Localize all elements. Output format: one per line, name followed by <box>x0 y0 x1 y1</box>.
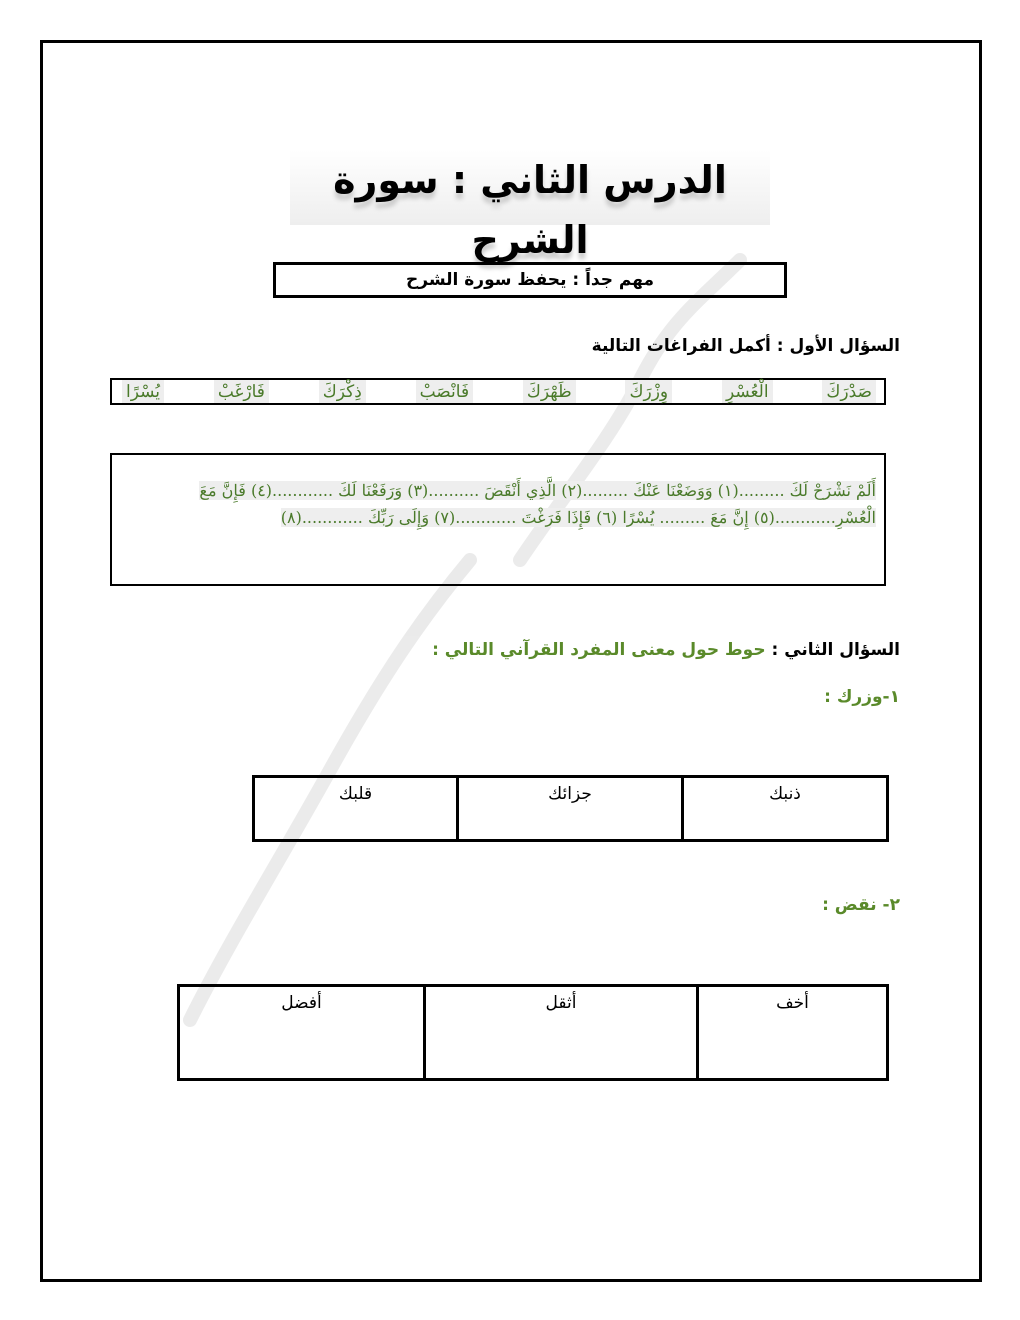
word-bank-item: صَدْرَكَ <box>822 380 876 403</box>
option-cell[interactable]: أخف <box>698 986 888 1080</box>
option-cell[interactable]: قلبك <box>254 777 458 841</box>
fill-blank-passage-box <box>110 453 886 586</box>
option-cell[interactable]: أفضل <box>179 986 425 1080</box>
word-bank-item: ذِكْرَكَ <box>319 380 366 403</box>
item-1-word: ١-وزرك : <box>824 687 900 707</box>
page-title: الدرس الثاني : سورة الشرح <box>290 150 770 225</box>
options-table-1 <box>252 775 889 842</box>
question-1-label: السؤال الأول : أكمل الفراغات التالية <box>591 336 900 356</box>
option-cell[interactable]: أثقل <box>425 986 698 1080</box>
word-bank <box>110 378 886 405</box>
fill-blank-passage: أَلَمْ نَشْرَحْ لَكَ .........(١) وَوَضَعْنَا عَنْكَ .........(٢) الَّذِي أَنْقَضَ ..........(٣) وَرَفَعْنَا لَكَ ............(٤) فَإِنَّ مَعَ الْعُسْرِ............(٥) إِنَّ مَعَ ......... يُسْرًا (٦) فَإِذَا فَرَغْتَ ............(٧) وَإِلَى رَبِّكَ ............(٨) <box>199 481 876 527</box>
option-cell[interactable]: ذنبك <box>683 777 888 841</box>
word-bank-item: فَارْغَبْ <box>214 380 269 403</box>
word-bank-item: يُسْرًا <box>122 380 164 403</box>
options-table-2 <box>177 984 889 1081</box>
question-2-instruction: حوط حول معنى المفرد القرآني التالي : <box>432 640 766 660</box>
question-2-label: السؤال الثاني : <box>771 640 900 660</box>
word-bank-item: الْعُسْرِ <box>722 380 773 403</box>
word-bank-item: فَانْصَبْ <box>416 380 473 403</box>
option-cell[interactable]: جزائك <box>458 777 683 841</box>
important-note: مهم جداً : يحفظ سورة الشرح <box>273 262 787 298</box>
word-bank-item: وِزْرَكَ <box>625 380 672 403</box>
question-2 <box>432 640 900 660</box>
word-bank-item: ظَهْرَكَ <box>523 380 576 403</box>
item-2-word: ٢- نقض : <box>822 895 900 915</box>
